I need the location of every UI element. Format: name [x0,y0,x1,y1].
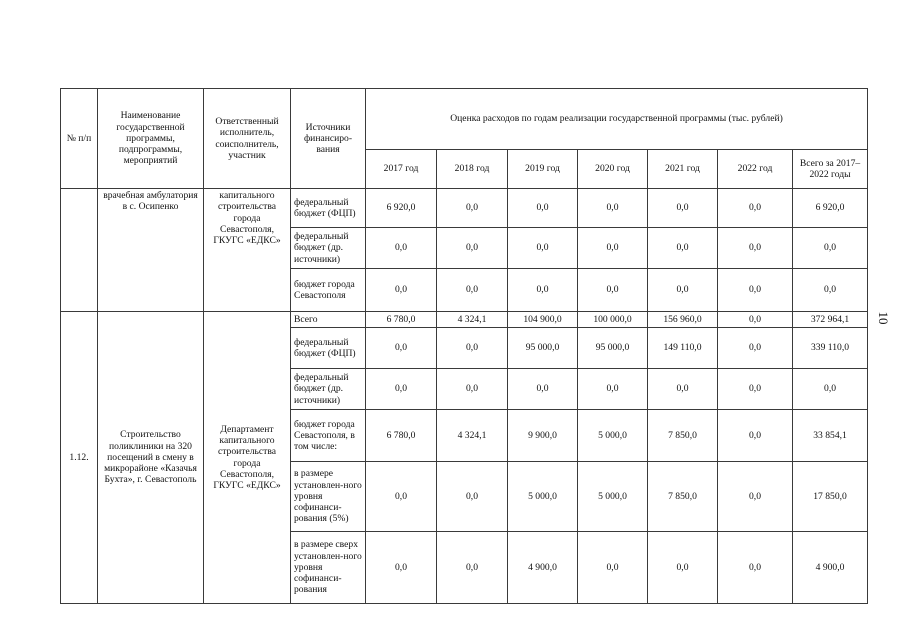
value-2020: 0,0 [578,269,648,312]
funding-source: федеральный бюджет (др. источники) [291,369,366,410]
row-num [61,189,98,312]
value-2021: 0,0 [648,269,718,312]
value-2022: 0,0 [718,462,793,532]
funding-source: бюджет города Севастополя [291,269,366,312]
value-2018: 0,0 [437,462,508,532]
header-year-2020: 2020 год [578,150,648,189]
value-2020: 0,0 [578,369,648,410]
value-2017: 6 920,0 [366,189,437,228]
header-year-2018: 2018 год [437,150,508,189]
header-num: № п/п [61,89,98,189]
header-name: Наименование государственной программы, подпрограммы, мероприятий [98,89,204,189]
measure-executor: капитального строительства города Севастополя, ГКУГС «ЕДКС» [204,189,291,312]
header-year-2017: 2017 год [366,150,437,189]
value-2018: 0,0 [437,269,508,312]
page-number: 10 [876,311,891,325]
value-2018: 4 324,1 [437,410,508,462]
value-2021: 0,0 [648,532,718,604]
value-total: 17 850,0 [793,462,868,532]
value-2018: 0,0 [437,369,508,410]
header-year-2022: 2022 год [718,150,793,189]
value-2020: 0,0 [578,228,648,269]
value-2022: 0,0 [718,532,793,604]
value-2018: 0,0 [437,532,508,604]
header-executor: Ответственный исполнитель, соисполнитель, участник [204,89,291,189]
funding-source: Всего [291,312,366,328]
value-2021: 7 850,0 [648,462,718,532]
header-total: Всего за 2017–2022 годы [793,150,868,189]
header-year-2019: 2019 год [508,150,578,189]
funding-source: бюджет города Севастополя, в том числе: [291,410,366,462]
value-2019: 4 900,0 [508,532,578,604]
value-total: 6 920,0 [793,189,868,228]
value-2019: 0,0 [508,369,578,410]
header-row-1 [61,89,868,150]
value-total: 0,0 [793,369,868,410]
value-total: 0,0 [793,228,868,269]
value-2022: 0,0 [718,228,793,269]
value-2019: 104 900,0 [508,312,578,328]
funding-source: в размере установлен-ного уровня софинанси-рования (5%) [291,462,366,532]
value-2022: 0,0 [718,189,793,228]
funding-source: в размере сверх установлен-ного уровня софинанси-рования [291,532,366,604]
header-sources: Источники финансиро-вания [291,89,366,189]
value-2020: 95 000,0 [578,328,648,369]
value-2019: 0,0 [508,189,578,228]
value-2017: 0,0 [366,532,437,604]
measure-name: Строительство поликлиники на 320 посещений в смену в микрорайоне «Казачья Бухта», г. Севастополь [98,312,204,604]
header-year-2021: 2021 год [648,150,718,189]
header-estimate: Оценка расходов по годам реализации государственной программы (тыс. рублей) [366,89,868,150]
value-total: 339 110,0 [793,328,868,369]
value-2019: 0,0 [508,269,578,312]
value-2017: 6 780,0 [366,312,437,328]
value-2019: 5 000,0 [508,462,578,532]
value-2021: 156 960,0 [648,312,718,328]
measure-name: врачебная амбулатория в с. Осипенко [98,189,204,312]
value-2021: 0,0 [648,369,718,410]
value-2019: 0,0 [508,228,578,269]
value-total: 372 964,1 [793,312,868,328]
value-2021: 0,0 [648,228,718,269]
value-total: 0,0 [793,269,868,312]
value-2018: 0,0 [437,328,508,369]
value-2017: 0,0 [366,269,437,312]
value-2018: 4 324,1 [437,312,508,328]
value-2020: 5 000,0 [578,410,648,462]
value-2017: 0,0 [366,328,437,369]
value-2017: 0,0 [366,228,437,269]
budget-table [60,88,868,604]
row-num: 1.12. [61,312,98,604]
funding-source: федеральный бюджет (ФЦП) [291,328,366,369]
table-row [61,312,868,328]
value-2022: 0,0 [718,369,793,410]
value-2020: 0,0 [578,189,648,228]
value-2019: 9 900,0 [508,410,578,462]
value-2021: 0,0 [648,189,718,228]
value-2020: 100 000,0 [578,312,648,328]
funding-source: федеральный бюджет (др. источники) [291,228,366,269]
value-2022: 0,0 [718,410,793,462]
value-2018: 0,0 [437,189,508,228]
value-2018: 0,0 [437,228,508,269]
value-2017: 0,0 [366,462,437,532]
funding-source: федеральный бюджет (ФЦП) [291,189,366,228]
value-2021: 7 850,0 [648,410,718,462]
value-total: 33 854,1 [793,410,868,462]
value-2017: 0,0 [366,369,437,410]
value-2022: 0,0 [718,269,793,312]
measure-executor: Департамент капитального строительства города Севастополя, ГКУГС «ЕДКС» [204,312,291,604]
value-2020: 0,0 [578,532,648,604]
value-total: 4 900,0 [793,532,868,604]
value-2019: 95 000,0 [508,328,578,369]
table-row [61,189,868,228]
value-2020: 5 000,0 [578,462,648,532]
value-2017: 6 780,0 [366,410,437,462]
value-2022: 0,0 [718,328,793,369]
value-2022: 0,0 [718,312,793,328]
value-2021: 149 110,0 [648,328,718,369]
